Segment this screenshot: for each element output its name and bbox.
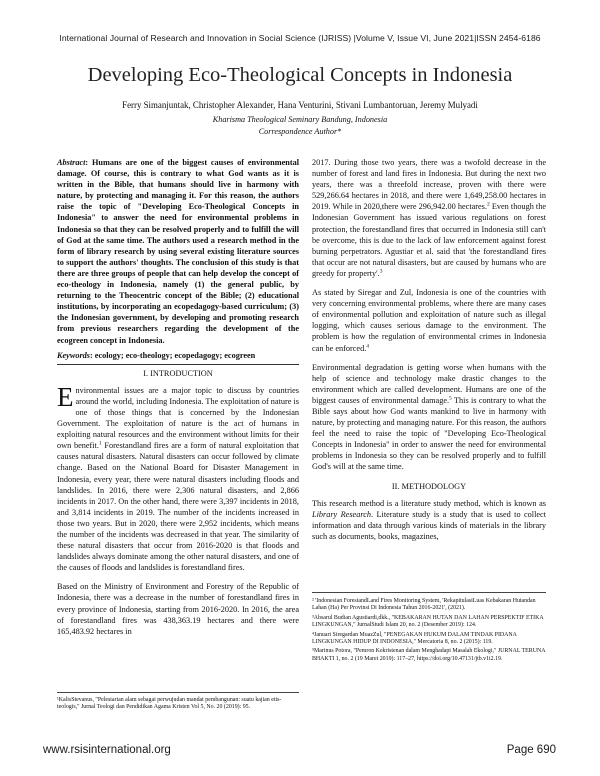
correspondence-note: Correspondence Author* xyxy=(258,127,342,136)
right-paragraph-2 xyxy=(312,287,546,354)
intro-text-a: nvironmental issues are a major topic to discuss by countries around the world, including Indonesia. The exploitation of nature is one of those things that is concerned by the Indonesian Government. The exploitation of nature is the act of humans in exploiting natural resources and the environment without limits for their own benefit. xyxy=(57,385,299,451)
abstract-label: Abstract xyxy=(57,158,86,167)
method-paragraph-1 xyxy=(312,498,546,542)
intro-paragraph-1 xyxy=(57,381,299,574)
left-column xyxy=(57,157,299,645)
method-term: Library Research xyxy=(312,509,372,519)
journal-header: International Journal of Research and Innovation in Social Science (IJRISS) |Volume V, Issue VI, June 2021|ISSN 2454-6186 xyxy=(59,33,541,43)
paper-title: Developing Eco-Theological Concepts in Indonesia xyxy=(87,64,513,86)
right-paragraph-1 xyxy=(312,157,546,279)
footnote-ref-3[interactable]: 3 xyxy=(379,268,383,275)
right-paragraph-3 xyxy=(312,362,546,473)
footnote-ref-1[interactable]: 1 xyxy=(98,440,102,447)
keywords-text: : ecology; eco-theology; ecopedagogy; ecogreen xyxy=(90,350,256,360)
footer-page-number: Page 690 xyxy=(506,744,556,756)
right-text-d: Environmental degradation is getting worse when humans with the help of science and technology make drastic changes to the environment which are called development. Humans are one of the biggest causes of environmental damage. xyxy=(312,362,546,405)
intro-text-b: Forestandland fires are a form of natural exploitation that causes natural disasters. Natural disasters can occur followed by climate change. Based on the National Board for Disaster Management in Indonesia, every year, there were natural disasters including floods and landslides. In 2016, there were 2,306 natural disasters, and 2,866 incidents in 2017. On the other hand, there were 3,397 incidents in 2018, and 3,814 incidents in 2019. The number of the incidents increased in those two years. But in 2020, there were 2,952 incidents, which means the number of the incidents was decreased in that year. The similarity of these natural disasters that occur from 2016-2020 is that floods and landslides always dominate among the other natural disasters, and one of the causes of floods and landslides is forestandland fires. xyxy=(57,441,299,573)
method-text-b: . Literature study is a study that is used to collect information and data through various kinds of materials in the library such as documents, books, magazines, xyxy=(312,509,546,541)
footnotes-right xyxy=(312,592,546,665)
section-heading-methodology: II. METHODOLOGY xyxy=(391,481,467,491)
right-column xyxy=(312,157,546,550)
author-list: Ferry Simanjuntak, Christopher Alexander, Hana Venturini, Stivani Lumbantoruan, Jeremy Mulyadi xyxy=(122,100,478,110)
right-text-a: 2017. During those two years, there was a twofold decrease in the number of forest and land fires in Indonesia. But during the next two years, there was a threefold increase, proven with there were 529,266.64 hectares in 2018, and there were 1,649,258.00 hectares in 2019. While in 2020,there were 296,942.00 hectares. xyxy=(312,158,546,212)
affiliation: Kharisma Theological Seminary Bandung, Indonesia xyxy=(212,115,388,124)
right-text-c: As stated by Siregar and Zul, Indonesia is one of the countries with very concerning environmental problems, where there are many cases of environmental pollution and exploitation of nature such as illegal logging, which causes serious damage to the environment. The problem is how the regulation of environmental crimes in Indonesia can be enforced. xyxy=(312,288,546,353)
footnote-ref-4[interactable]: 4 xyxy=(366,342,370,349)
footnote-left xyxy=(57,692,299,714)
keywords-label: Keywords xyxy=(57,350,90,360)
right-text-e: This is contrary to what the Bible says about how God wants mankind to live in harmony with nature, by protecting and managing nature. For this reason, the authors feel the need to raise the topic of "Developing Eco-Theological Concepts in Indonesia" in order to answer the need for environmental problems in Indonesia so they can be resolved properly and to fulfill God's will at the same time. xyxy=(312,395,546,472)
footnote-ref-5[interactable]: 5 xyxy=(449,395,452,402)
footnote-ref-2[interactable]: 2 xyxy=(486,201,490,208)
abstract-text: : Humans are one of the biggest causes of environmental damage. Of course, this is contrary to what God wants as it is written in the Bible, that humans should live in harmony with nature, by protecting and managing it. For this reason, the authors raise the topic of "Developing Eco-Theological Concepts in Indonesia" to answer the need for environmental problems in Indonesia so that they can be resolved properly and to fulfill the will of God at the same time. The authors used a research method in the form of library research by using several existing literature sources to support the authors' thoughts. The conclusion of this study is that there are three groups of people that can help develop the concept of eco-theology in Indonesia, namely (1) the general public, by returning to the Theocentric concept of the Bible; (2) educational institutions, by incorporating an ecopedagogy-based curriculum; (3) the Indonesian government, by developing and promoting research from previous researchers regarding the development of the ecogreen concept in Indonesia. xyxy=(57,158,299,345)
footnote-5[interactable]: ⁵Marinus Potora, "Pemron Kekristenan dalam Menghadapi Masalah Ekologi," JURNAL TERUNA BHAKTI 1, no. 2 (19 Maret 2019): 117–27, https://doi.org/10.47131/jtb.v1i2.19. xyxy=(312,648,546,662)
affiliation-block xyxy=(0,114,600,138)
footnote-2: ² 'Indonesian ForestandLand Fires Monitoring System, 'RekapitulasiLuas Kebakaran Hutandan Lahan (Ha) Per Provinsi Di Indonesia Tahun 2016-2021', (2021). xyxy=(312,598,536,612)
method-text-a: This research method is a literature study method, which is known as xyxy=(312,498,546,508)
abstract xyxy=(57,157,299,346)
keywords xyxy=(57,350,299,365)
drop-cap: E xyxy=(57,381,74,412)
footnote-1: ¹KalisStevanus, "Pelestarian alam sebagai perwujudan mandat pembangunan: suatu kajian etis-teologis," Jurnal Teologi dan Pendidikan Agama Kristen Vol 5, No. 20 (2019): 95. xyxy=(57,697,282,711)
footnote-3: ³Absarul Budian Agustiardi,dkk., "KEBAKARAN HUTAN DAN LAHAN PERSPEKTIF ETIKA LINGKUNGAN," JurnalStudi Islam 20, no. 2 (Desember 2019): 124. xyxy=(312,614,544,629)
right-text-b: Even though the Indonesian Government has issued various regulations on forest protection, the forestandland fires that occurred in Indonesia still can't be overcome, this is due to the lack of law enforcement against forest burning perpetrators. Agustiar et al. said that 'the forestandland fires that occur are not natural disasters, but are caused by humans who are greedy for property'. xyxy=(312,202,547,278)
footer-website[interactable]: www.rsisinternational.org xyxy=(43,744,171,756)
footnote-4: ⁴Januari Siregardan MuazZul, "PENEGAKAN HUKUM DALAM TINDAK PIDANA LINGKUNGAN HIDUP DI INDONESIA," Mercatoria 8, no. 2 (2015): 119. xyxy=(312,631,517,646)
section-heading-introduction: I. INTRODUCTION xyxy=(143,368,213,378)
intro-paragraph-2: Based on the Ministry of Environment and Forestry of the Republic of Indonesia, there was a decrease in the number of forestandland fires in every province of Indonesia, starting from 2016-2020. In 2016, the area of forestandland fires was 438,363.19 hectares and there were 165,483.92 hectares in xyxy=(57,582,299,636)
